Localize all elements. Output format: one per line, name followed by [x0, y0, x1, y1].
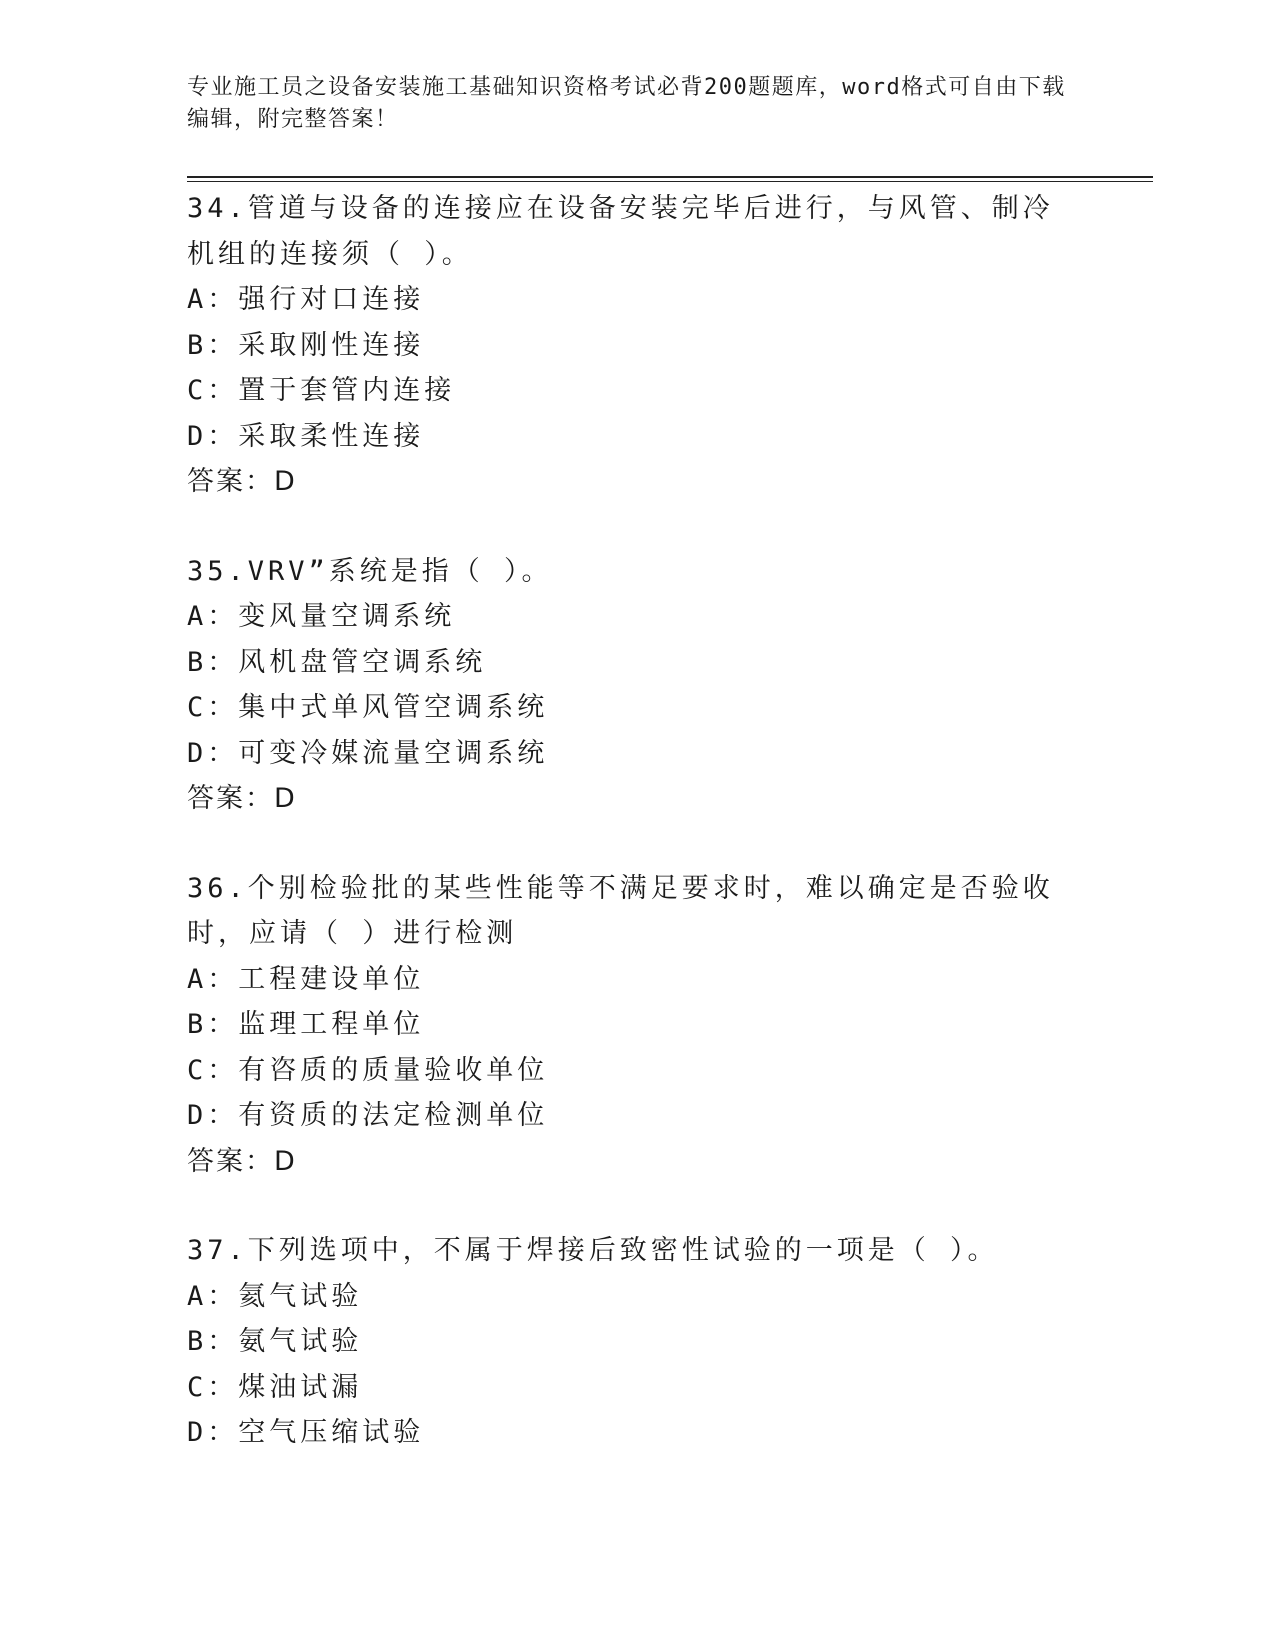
header-rule-thin: [187, 181, 1153, 182]
option-b: B：采取刚性连接: [187, 329, 425, 361]
document-header: 专业施工员之设备安装施工基础知识资格考试必背200题题库，word格式可自由下载编辑，附完整答案！: [187, 75, 1066, 132]
header-rule-thick: [187, 176, 1153, 178]
question-34: [187, 186, 1087, 505]
question-35: [187, 549, 1087, 822]
answer-text: 答案：D: [187, 1145, 297, 1177]
option-d: D：空气压缩试验: [187, 1417, 425, 1448]
question-stem: 37.下列选项中，不属于焊接后致密性试验的一项是（ ）。: [187, 1235, 999, 1266]
question-stem: 36.个别检验批的某些性能等不满足要求时，难以确定是否验收时，应请（ ）进行检测: [187, 872, 1054, 949]
option-b: B：氨气试验: [187, 1326, 363, 1357]
answer-text: 答案：D: [187, 783, 297, 814]
option-a: A：工程建设单位: [187, 963, 425, 995]
option-d: D：采取柔性连接: [187, 420, 425, 452]
option-a: A：强行对口连接: [187, 284, 425, 315]
option-a: A：氦气试验: [187, 1280, 363, 1312]
question-stem: 34.管道与设备的连接应在设备安装完毕后进行，与风管、制冷机组的连接须（ ）。: [187, 193, 1054, 270]
question-list: [187, 186, 1087, 1456]
option-b: B：风机盘管空调系统: [187, 646, 487, 678]
question-37: [187, 1228, 1087, 1456]
answer-text: 答案：D: [187, 466, 297, 497]
question-36: [187, 866, 1087, 1185]
option-c: C：集中式单风管空调系统: [187, 692, 549, 723]
option-c: C：置于套管内连接: [187, 375, 456, 406]
option-d: D：可变冷媒流量空调系统: [187, 737, 549, 769]
option-c: C：有咨质的质量验收单位: [187, 1054, 549, 1086]
question-stem: 35.VRV”系统是指（ ）。: [187, 555, 553, 587]
option-c: C：煤油试漏: [187, 1371, 363, 1403]
option-d: D：有资质的法定检测单位: [187, 1100, 549, 1131]
option-a: A：变风量空调系统: [187, 601, 456, 632]
option-b: B：监理工程单位: [187, 1009, 425, 1040]
